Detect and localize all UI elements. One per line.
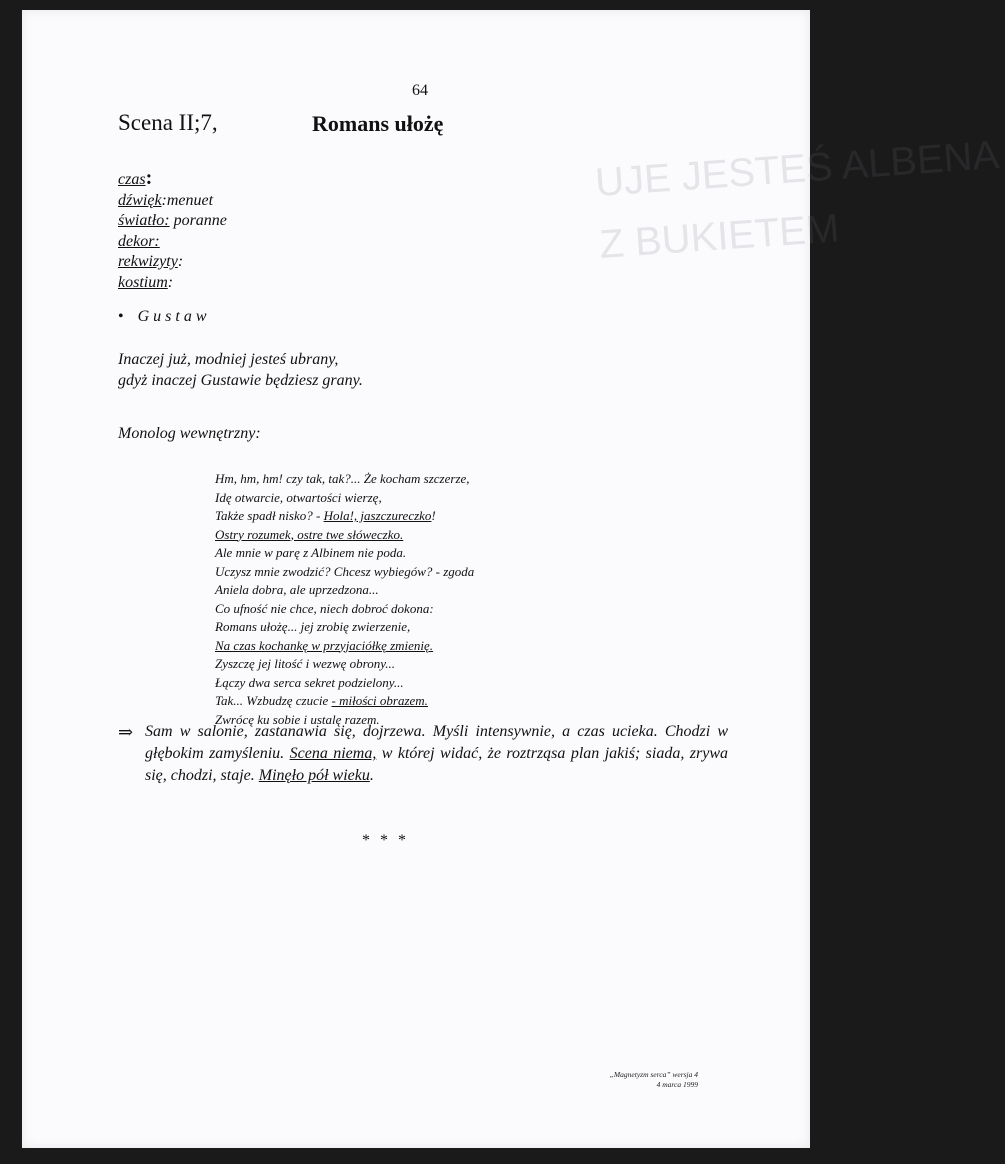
- bleed-through-handwriting: [593, 124, 1005, 276]
- section-separator: * * *: [362, 832, 409, 849]
- scene-heading: Scena II;7,: [118, 110, 218, 135]
- field-dekor: dekor:: [118, 232, 160, 250]
- poem-line: Także spadł nisko? - Hola!, jaszczureczko!: [215, 508, 436, 523]
- couplet-line: Inaczej już, modniej jesteś ubrany,: [118, 351, 339, 368]
- poem-line: Zwrócę ku sobie i ustalę razem.: [215, 711, 380, 727]
- stage-direction: [118, 721, 728, 787]
- field-kostium: kostium:: [118, 273, 174, 291]
- poem-line: Hm, hm, hm! czy tak, tak?... Że kocham szczerze,: [215, 471, 470, 486]
- stage-direction-text: Sam w salonie, zastanawia się, dojrzewa. Myśli intensywnie, a czas ucieka. Chodzi w głębokim zamyśleniu. Scena niema, w której widać, że roztrząsa plan jakiś; siada, zrywa się, chodzi, staje. Minęło pół wieku.: [145, 723, 728, 784]
- poem-line: Ale mnie w parę z Albinem nie poda.: [215, 545, 407, 560]
- arrow-icon: ⇒: [118, 722, 134, 742]
- field-czas: czas:: [118, 167, 153, 189]
- field-rekwizyty: rekwizyty:: [118, 253, 184, 270]
- character-name: • Gustaw: [118, 308, 211, 325]
- ghost-line-2: Z BUKIETEM: [598, 206, 841, 267]
- ghost-line-1: UJE JESTEŚ ALBENA: [593, 133, 1001, 206]
- scene-title: Romans ułożę: [312, 111, 444, 136]
- couplet-line: gdyż inaczej Gustawie będziesz grany.: [118, 372, 363, 389]
- footer-line-1: „Magnetyzm serca” wersja 4: [609, 1070, 698, 1079]
- poem-line: Tak... Wzbudzę czucie - miłości obrazem.: [215, 693, 428, 708]
- poem-line: Łączy dwa serca sekret podzielony...: [215, 674, 404, 690]
- field-dzwiek: dźwięk:menuet: [118, 191, 214, 209]
- poem-line: Romans ułożę... jej zrobię zwierzenie,: [215, 619, 411, 634]
- field-swiatlo: światło: poranne: [118, 212, 227, 229]
- poem-line: Idę otwarcie, otwartości wierzę,: [215, 489, 382, 505]
- footer-version: [582, 1070, 698, 1090]
- poem-line: Ostry rozumek, ostre twe słóweczko.: [215, 526, 404, 542]
- poem-line: Aniela dobra, ale uprzedzona...: [215, 582, 379, 597]
- poem-line: Zyszczę jej litość i wezwę obrony...: [215, 656, 396, 671]
- scene-fields: [118, 167, 227, 293]
- monolog-label: Monolog wewnętrzny:: [118, 425, 261, 442]
- footer-line-2: 4 marca 1999: [656, 1080, 698, 1089]
- poem-line: Na czas kochankę w przyjaciółkę zmienię.: [215, 637, 434, 653]
- document-page: [22, 10, 1001, 1148]
- poem-line: Co ufność nie chce, niech dobroć dokona:: [215, 600, 434, 616]
- couplet: [118, 349, 363, 391]
- page-number: 64: [412, 82, 428, 99]
- bullet-icon: •: [118, 308, 124, 325]
- poem-line: Uczysz mnie zwodzić? Chcesz wybiegów? - zgoda: [215, 563, 475, 579]
- monolog-poem: [215, 470, 474, 729]
